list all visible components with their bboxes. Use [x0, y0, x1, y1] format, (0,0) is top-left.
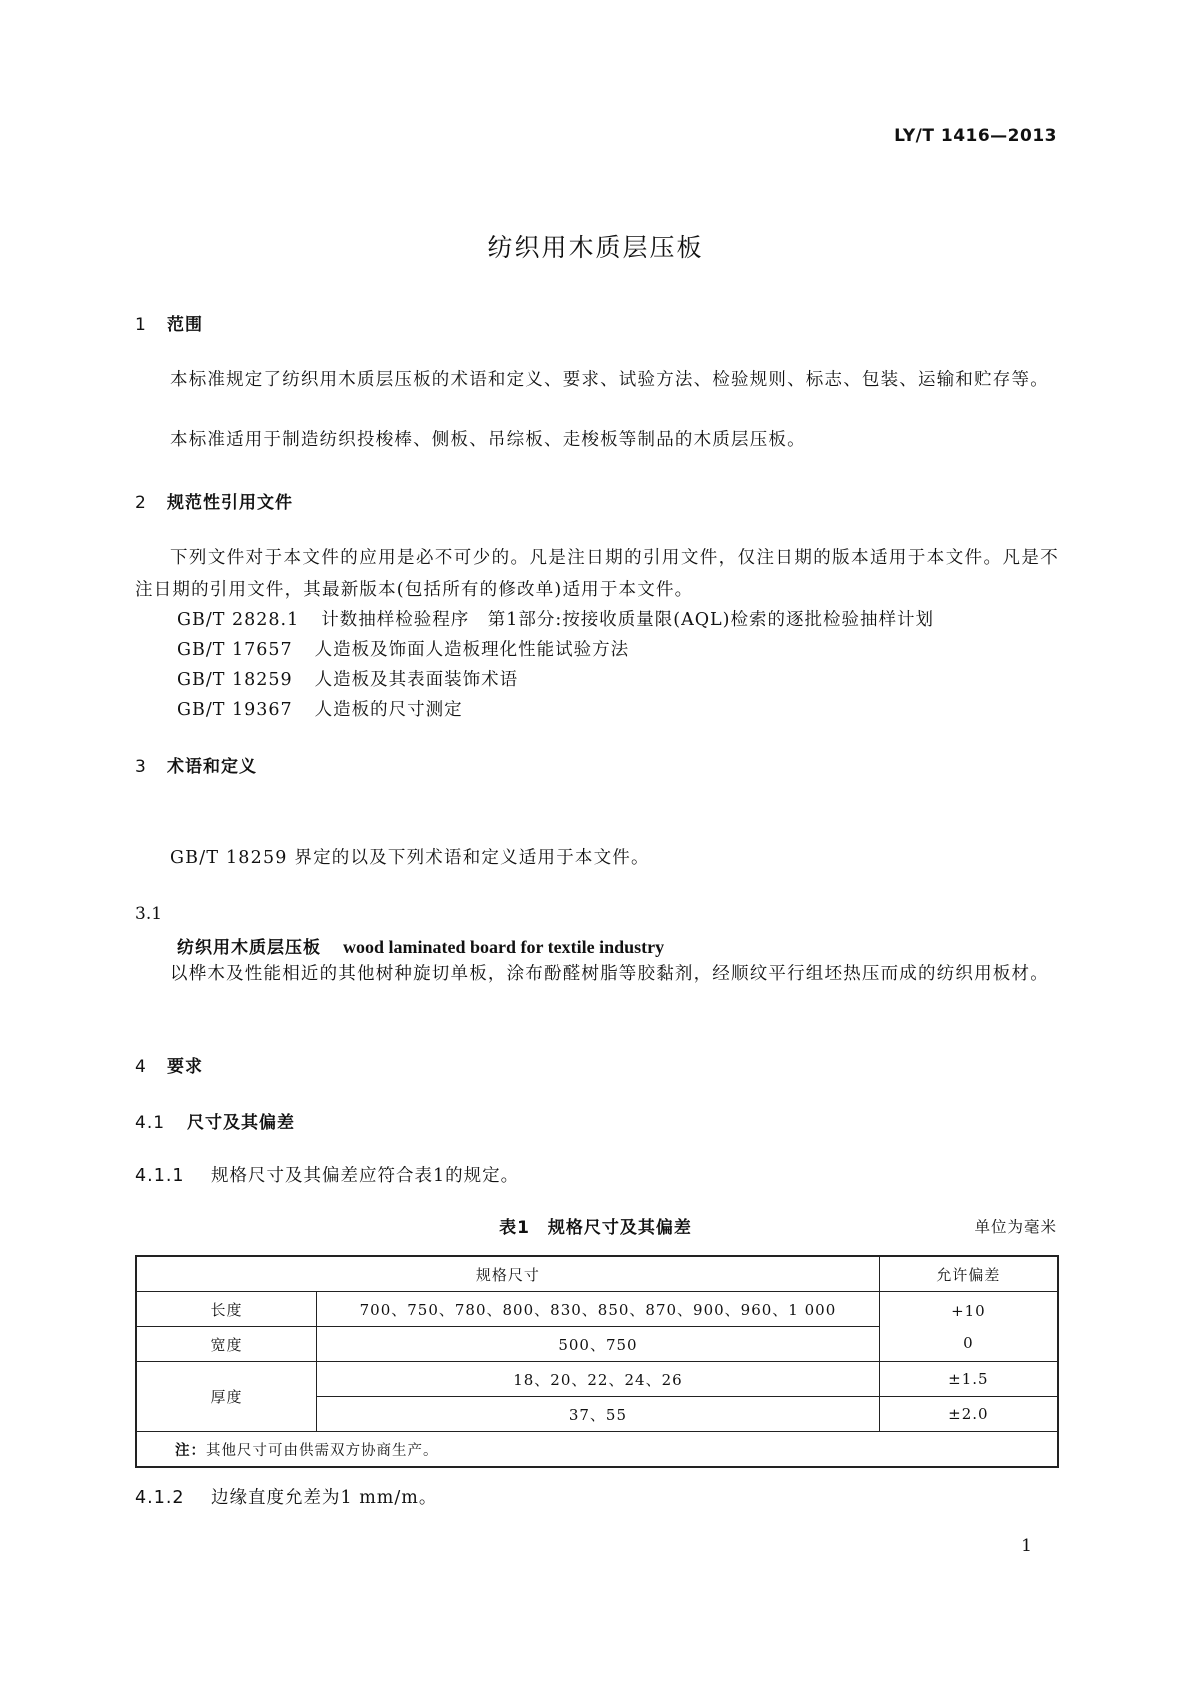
section-title: 范围 [167, 315, 203, 335]
thickness-tolerance-1: ±1.5 [879, 1362, 1058, 1397]
note-text: 其他尺寸可由供需双方协商生产。 [206, 1442, 439, 1459]
section-2-paragraph-1: 下列文件对于本文件的应用是必不可少的。凡是注日期的引用文件，仅注日期的版本适用于本文件。凡是不注日期的引用文件，其最新版本(包括所有的修改单)适用于本文件。 [135, 548, 1059, 600]
section-4-heading [135, 1052, 203, 1077]
standard-number: LY/T 1416—2013 [894, 126, 1057, 146]
header-spec: 规格尺寸 [136, 1256, 879, 1292]
section-3-heading [135, 752, 257, 777]
section-3-paragraph-1: GB/T 18259 界定的以及下列术语和定义适用于本文件。 [170, 848, 650, 868]
section-4-1-1 [135, 1162, 519, 1187]
row-label-width: 宽度 [136, 1327, 317, 1362]
document-title: 纺织用木质层压板 [487, 233, 704, 262]
reference-item [177, 696, 463, 721]
thickness-tolerance-2: ±2.0 [879, 1397, 1058, 1432]
section-number: 4.1.1 [135, 1166, 185, 1186]
reference-item [177, 666, 518, 691]
section-title: 要求 [167, 1057, 203, 1077]
reference-code: GB/T 17657 [177, 640, 293, 660]
table-caption: 规格尺寸及其偏差 [547, 1218, 692, 1238]
table-header-row [136, 1256, 1058, 1292]
section-1-paragraph-2: 本标准适用于制造纺织投梭棒、侧板、吊综板、走梭板等制品的木质层压板。 [170, 430, 806, 450]
section-number: 4 [135, 1057, 147, 1077]
thickness-values-2: 37、55 [317, 1397, 880, 1432]
section-title: 尺寸及其偏差 [187, 1113, 295, 1133]
table-note-row [136, 1432, 1058, 1468]
section-1-heading [135, 310, 203, 335]
table-note [136, 1432, 1058, 1468]
section-number: 1 [135, 315, 147, 335]
thickness-values-1: 18、20、22、24、26 [317, 1362, 880, 1397]
section-number: 4.1 [135, 1113, 166, 1133]
section-text: 边缘直度允差为1 mm/m。 [211, 1488, 438, 1508]
term-chinese: 纺织用木质层压板 [177, 938, 321, 958]
reference-item [177, 636, 629, 661]
reference-code: GB/T 18259 [177, 670, 293, 690]
section-4-1-heading [135, 1108, 295, 1133]
width-values: 500、750 [317, 1327, 880, 1362]
row-label-length: 长度 [136, 1292, 317, 1327]
reference-code: GB/T 2828.1 [177, 610, 300, 630]
reference-title: 人造板的尺寸测定 [314, 700, 463, 720]
reference-title: 计数抽样检验程序 第1部分:按接收质量限(AQL)检索的逐批检验抽样计划 [321, 610, 935, 630]
reference-title: 人造板及饰面人造板理化性能试验方法 [314, 640, 630, 660]
section-title: 规范性引用文件 [167, 493, 293, 513]
header-tolerance: 允许偏差 [879, 1256, 1058, 1292]
spec-table [135, 1255, 1059, 1468]
term-number: 3.1 [135, 904, 163, 924]
section-title: 术语和定义 [167, 757, 257, 777]
reference-code: GB/T 19367 [177, 700, 293, 720]
section-text: 规格尺寸及其偏差应符合表1的规定。 [211, 1166, 520, 1186]
table-label: 表1 [499, 1218, 530, 1238]
length-values: 700、750、780、800、830、850、870、900、960、1 000 [317, 1292, 880, 1327]
section-4-1-2 [135, 1484, 437, 1509]
table-row [136, 1292, 1058, 1327]
term-definition: 以桦木及性能相近的其他树种旋切单板，涂布酚醛树脂等胶黏剂，经顺纹平行组坯热压而成的纺织用板材。 [170, 964, 1049, 984]
row-label-thickness: 厚度 [136, 1362, 317, 1432]
term-entry [177, 933, 664, 958]
table-unit: 单位为毫米 [974, 1218, 1057, 1236]
tolerance-upper: +10 [951, 1301, 986, 1320]
length-width-tolerance [879, 1292, 1058, 1362]
page-number: 1 [1021, 1536, 1032, 1556]
section-number: 4.1.2 [135, 1488, 185, 1508]
term-english: wood laminated board for textile industry [343, 937, 665, 957]
table-row [136, 1362, 1058, 1397]
section-1-paragraph-1: 本标准规定了纺织用木质层压板的术语和定义、要求、试验方法、检验规则、标志、包装、运输和贮存等。 [170, 370, 1049, 390]
tolerance-lower: 0 [963, 1333, 974, 1352]
reference-item [177, 606, 934, 631]
section-number: 2 [135, 493, 147, 513]
reference-title: 人造板及其表面装饰术语 [314, 670, 519, 690]
section-number: 3 [135, 757, 147, 777]
section-2-heading [135, 488, 293, 513]
note-label: 注： [175, 1442, 206, 1459]
